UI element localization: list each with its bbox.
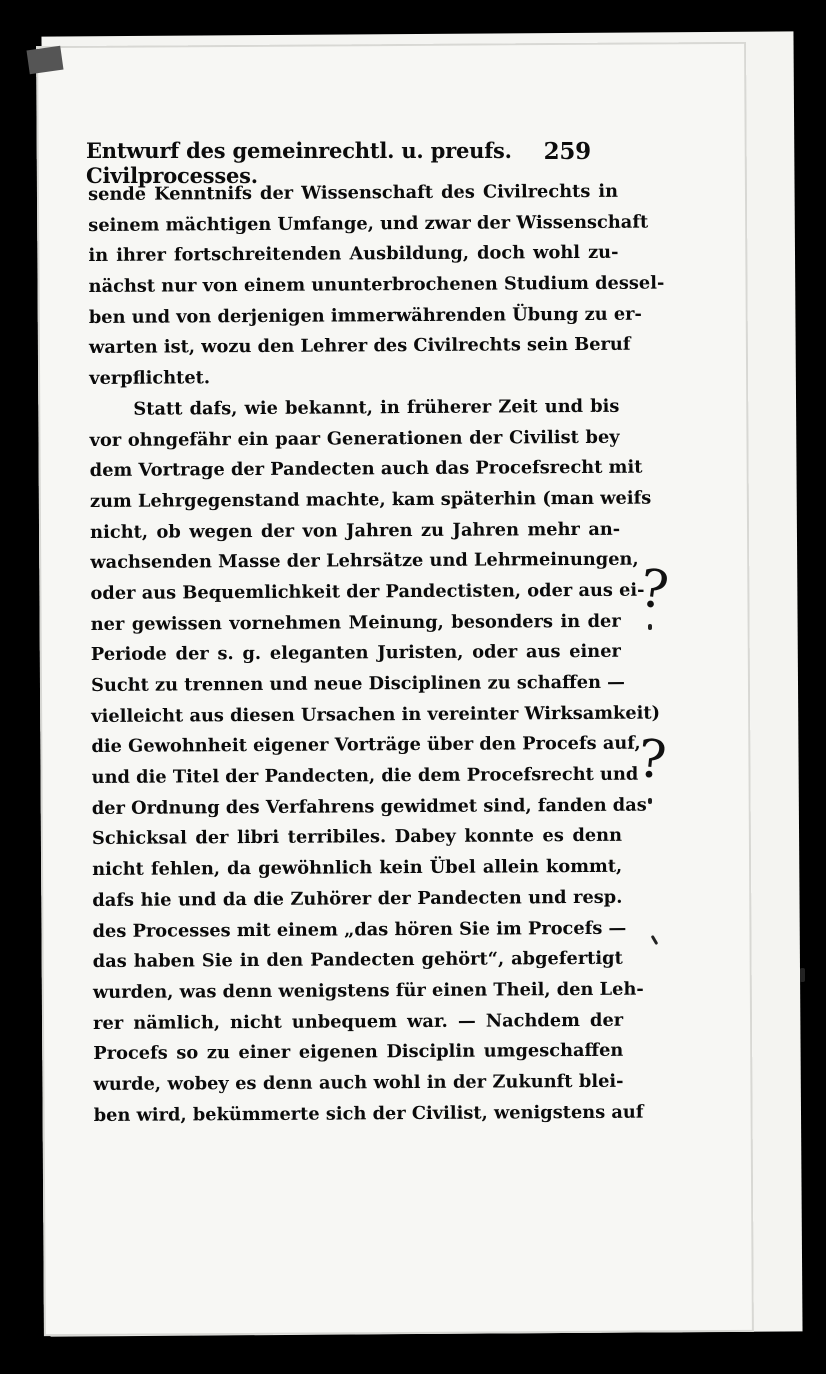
corner-fold: [26, 46, 63, 74]
text-line: vor ohngefähr ein paar Generationen der Civilist bey: [89, 426, 620, 451]
text-line: und die Titel der Pandecten, die dem Procefsrecht und: [91, 763, 639, 789]
text-line: nicht, ob wegen der von Jahren zu Jahren mehr an-: [90, 518, 621, 543]
text-line: ben und von derjenigen immerwährenden Übung zu er-: [88, 303, 642, 328]
text-line: oder aus Bequemlichkeit der Pandectisten, oder aus ei-: [90, 579, 645, 604]
text-line: ben wird, bekümmerte sich der Civilist, wenigstens auf: [93, 1101, 644, 1126]
text-line: das haben Sie in den Pandecten gehört“, abgefertigt: [92, 947, 623, 973]
ink-speck: [648, 798, 652, 804]
text-line: der Ordnung des Verfahrens gewidmet sind, fanden das: [91, 794, 647, 819]
text-line: ner gewissen vornehmen Meinung, besonders in der: [90, 610, 621, 635]
text-line: des Processes mit einem „das hören Sie im Procefs —: [92, 917, 627, 942]
body-text: [88, 177, 665, 1132]
page-number: 259: [543, 138, 591, 165]
text-line: dem Vortrage der Pandecten auch das Procefsrecht mit: [89, 456, 643, 482]
running-title: Entwurf des gemeinrechtl. u. preufs. Civilprocesses.: [86, 138, 512, 188]
ink-speck: [800, 968, 805, 982]
text-line: wurden, was denn wenigstens für einen Theil, den Leh-: [92, 978, 644, 1003]
text-line: sende Kenntnifs der Wissenschaft des Civilrechts in: [88, 180, 619, 205]
text-line: Sucht zu trennen und neue Disciplinen zu schaffen —: [91, 671, 626, 696]
text-line: Procefs so zu einer eigenen Disciplin umgeschaffen: [93, 1039, 624, 1065]
text-line: Periode der s. g. eleganten Juristen, oder aus einer: [90, 641, 621, 666]
text-line: nächst nur von einem ununterbrochenen Studium dessel-: [88, 272, 665, 298]
text-line: Schicksal der libri terribiles. Dabey konnte es denn: [91, 825, 623, 850]
text-line: zum Lehrgegenstand machte, kam späterhin (man weifs: [89, 487, 652, 512]
text-line: vielleicht aus diesen Ursachen in vereinter Wirksamkeit): [91, 702, 661, 727]
text-line: seinem mächtigen Umfange, und zwar der Wissenschaft: [88, 211, 649, 236]
text-line: die Gewohnheit eigener Vorträge über den Procefs auf,: [91, 733, 641, 758]
handwritten-question-mark: ?: [634, 728, 669, 792]
text-line: wurde, wobey es denn auch wohl in der Zukunft blei-: [93, 1070, 624, 1095]
handwritten-question-mark: ?: [635, 558, 672, 622]
text-line: in ihrer fortschreitenden Ausbildung, doch wohl zu-: [88, 242, 619, 267]
text-line: Statt dafs, wie bekannt, in früherer Zeit und bis: [133, 395, 620, 420]
text-line: verpflichtet.: [89, 367, 211, 390]
text-line: wachsenden Masse der Lehrsätze und Lehrmeinungen,: [90, 548, 639, 574]
ink-speck: [648, 624, 652, 630]
text-line: rer nämlich, nicht unbequem war. — Nachdem der: [93, 1009, 624, 1034]
text-line: nicht fehlen, da gewöhnlich kein Übel allein kommt,: [92, 855, 623, 881]
text-line: dafs hie und da die Zuhörer der Pandecten und resp.: [92, 886, 623, 911]
text-line: warten ist, wozu den Lehrer des Civilrechts sein Beruf: [88, 334, 631, 359]
